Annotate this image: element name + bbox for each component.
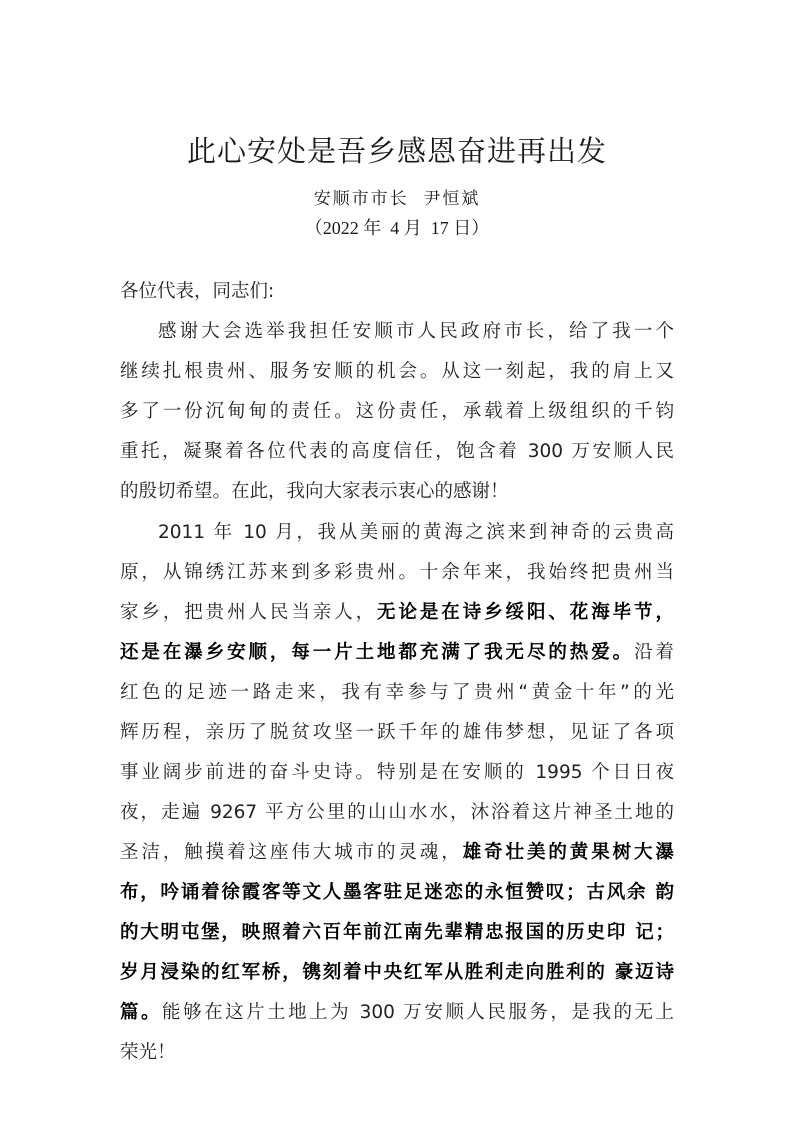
- paragraph-2-line: [120, 913, 674, 953]
- paragraph-2-line: [120, 593, 674, 633]
- date-line: （2022 年 4 月 17 日）: [304, 218, 490, 238]
- paragraph-2-line: [120, 993, 674, 1033]
- regular-text: 家乡，把贵州人民当亲人，: [120, 602, 378, 623]
- bold-text: 无论是在诗乡绥阳、花海毕节，: [377, 602, 674, 623]
- paragraph-2-line: 2011 年 10 月，我从美丽的黄海之滨来到神奇的云贵高: [158, 522, 674, 543]
- paragraph-2-line: [120, 873, 674, 913]
- regular-text: 能够在这片土地上为 300 万安顺人民服务，是我的无上: [162, 1002, 674, 1023]
- bold-text: 的大明屯堡，映照着六百年前江南先辈精忠报国的历史印 记；: [120, 922, 674, 943]
- paragraph-2-line: 辉历程，亲历了脱贫攻坚一跃千年的雄伟梦想，见证了各项: [120, 722, 674, 743]
- salutation: 各位代表，同志们:: [120, 281, 275, 302]
- bold-text: 篇。: [120, 1002, 163, 1023]
- paragraph-2-line: 夜，走遍 9267 平方公里的山山水水，沐浴着这片神圣土地的: [120, 802, 674, 823]
- paragraph-1-line: 多了一份沉甸甸的责任。这份责任，承载着上级组织的千钧: [120, 401, 674, 422]
- bold-text: 岁月浸染的红军桥，镌刻着中央红军从胜利走向胜利的 豪迈诗: [120, 962, 674, 983]
- paragraph-2-line: [120, 953, 674, 993]
- bold-text: 雄奇壮美的黄果树大瀑: [462, 842, 674, 863]
- paragraph-2-line: 原，从锦绣江苏来到多彩贵州。十余年来，我始终把贵州当: [120, 562, 674, 583]
- paragraph-2-line: 荣光！: [120, 1042, 176, 1063]
- paragraph-2-line: [120, 633, 674, 673]
- paragraph-2-line: [120, 833, 674, 873]
- regular-text: 圣洁，触摸着这座伟大城市的灵魂，: [120, 842, 463, 863]
- bold-text: 还是在瀑乡安顺，每一片土地都充满了我无尽的热爱。: [120, 642, 635, 663]
- paragraph-1-line: 继续扎根贵州、服务安顺的机会。从这一刻起，我的肩上又: [120, 361, 674, 382]
- bold-text: 布，吟诵着徐霞客等文人墨客驻足迷恋的永恒赞叹；古风余 韵: [120, 882, 674, 903]
- paragraph-1-line: 重托，凝聚着各位代表的高度信任，饱含着 300 万安顺人民: [120, 441, 674, 462]
- author-line: 安顺市市长 尹恒斌: [313, 189, 481, 209]
- paragraph-2-line: 事业阔步前进的奋斗史诗。特别是在安顺的 1995 个日日夜: [120, 762, 674, 783]
- regular-text: 沿着: [634, 642, 674, 663]
- paragraph-2-line: 红色的足迹一路走来，我有幸参与了贵州“黄金十年”的光: [120, 682, 674, 703]
- document-title: 此心安处是吾乡感恩奋进再出发: [186, 134, 607, 168]
- paragraph-1-line: 感谢大会选举我担任安顺市人民政府市长，给了我一个: [158, 321, 674, 342]
- paragraph-1-line: 的殷切希望。在此，我向大家表示衷心的感谢！: [120, 481, 509, 502]
